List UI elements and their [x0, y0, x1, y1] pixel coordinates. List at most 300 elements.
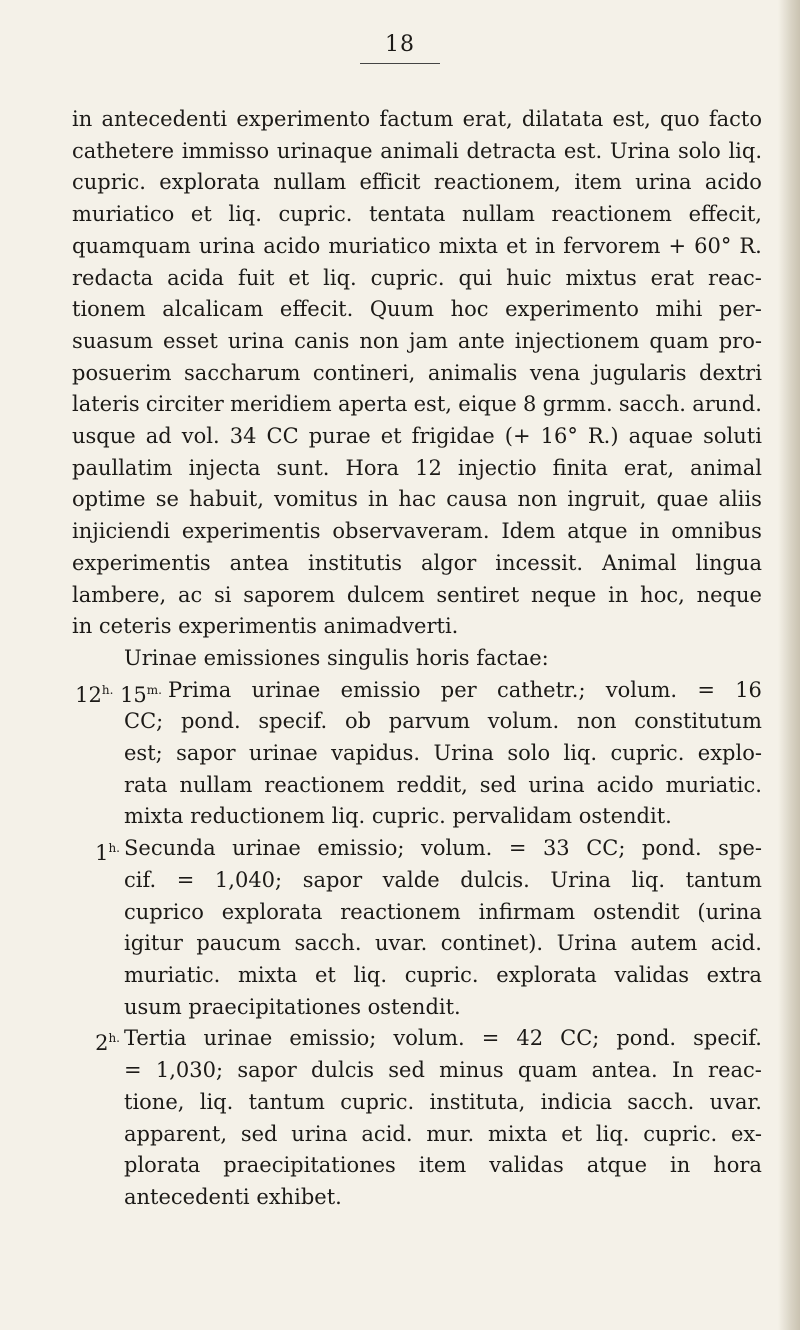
word: acid.	[710, 931, 762, 956]
word: quamquam	[72, 233, 191, 258]
word: reactionem,	[433, 170, 561, 195]
entry-line	[72, 992, 762, 1024]
time-minutes: 15	[113, 682, 147, 707]
word: liq.	[199, 1089, 234, 1114]
word: igitur	[124, 931, 183, 956]
word: ostendit	[593, 899, 680, 924]
word: animali	[380, 138, 459, 163]
entry-line	[72, 960, 762, 992]
intro-paragraph	[72, 104, 762, 643]
word: quam	[649, 328, 709, 353]
word: sed	[240, 1121, 278, 1146]
word: in	[639, 519, 660, 544]
word: specif.	[258, 709, 328, 734]
word: est.	[563, 138, 603, 163]
word: paucum	[196, 931, 282, 956]
word: dilatata	[521, 107, 604, 131]
word: facto	[708, 107, 762, 131]
word: pond.	[180, 709, 241, 734]
word: soluti	[703, 424, 762, 449]
word: Urina	[550, 867, 611, 892]
word: vomitus	[273, 487, 358, 512]
word: experimento	[236, 107, 371, 131]
word: explorata	[221, 899, 323, 924]
word: muriatico	[72, 202, 175, 227]
word: cupric.	[643, 1121, 718, 1146]
intro-line	[72, 453, 762, 485]
word: suasum	[72, 328, 154, 353]
word: ac	[177, 582, 203, 607]
word: sed	[479, 772, 517, 797]
word: reac-	[708, 1058, 762, 1083]
word: item	[574, 170, 622, 195]
word: liq.	[595, 1121, 630, 1146]
word: et	[506, 233, 527, 258]
word: CC	[266, 424, 299, 449]
word: Secunda	[124, 836, 216, 861]
word: 34	[229, 424, 257, 449]
word: acida	[167, 265, 225, 290]
word: saporem	[243, 582, 336, 607]
word: tentata	[369, 202, 446, 227]
word: effecit,	[688, 202, 762, 227]
word: fervorem	[563, 233, 661, 258]
word: mixta	[487, 1121, 548, 1146]
word: antea.	[591, 1058, 658, 1083]
entry-line	[72, 1182, 762, 1214]
line-text: in ceteris experimentis animadverti.	[72, 614, 459, 639]
word: hora	[713, 1153, 762, 1178]
word: eique	[458, 392, 517, 417]
word: sacch.	[618, 392, 686, 417]
word: experimento	[505, 297, 639, 322]
word: specif.	[693, 1026, 762, 1051]
word: reactionem	[340, 899, 461, 924]
word: incessit.	[495, 550, 584, 575]
word: dulcem	[346, 582, 425, 607]
word: reactionem	[551, 202, 672, 227]
word: cathetr.;	[496, 677, 586, 702]
line-text: antecedenti exhibet.	[124, 1184, 342, 1209]
word: CC;	[586, 836, 626, 861]
word: hoc	[450, 297, 489, 322]
word: ingruit,	[567, 487, 647, 512]
word: infirmam	[478, 899, 576, 924]
word: algor	[420, 550, 477, 575]
intro-line	[72, 358, 762, 390]
word: valde	[382, 867, 440, 892]
word: acido	[596, 772, 654, 797]
word: constitutum	[634, 709, 762, 734]
time-hours-suffix: h.	[101, 682, 114, 697]
word: =	[481, 1026, 500, 1051]
entry-first-line	[72, 1023, 762, 1055]
word: Hora	[345, 455, 400, 480]
word: muriatico	[328, 233, 431, 258]
word: cupric.	[404, 962, 479, 987]
word: urinae	[251, 677, 321, 702]
word: animal	[690, 455, 762, 480]
word: atque	[586, 1153, 648, 1178]
word: urinaque	[276, 138, 373, 163]
word: et	[380, 424, 402, 449]
word: saccharum	[184, 360, 301, 385]
word: hoc,	[640, 582, 685, 607]
word: ob	[344, 709, 372, 734]
word: finita	[552, 455, 608, 480]
word: quae	[656, 487, 709, 512]
word: antecedenti	[101, 107, 228, 131]
word: posuerim	[72, 360, 172, 385]
page-number: 18	[385, 32, 415, 57]
word: Urina	[609, 138, 671, 163]
word: factum	[379, 107, 454, 131]
word: urina	[227, 328, 285, 353]
page-edge-shadow	[778, 0, 800, 1330]
word: injecta	[188, 455, 261, 480]
word: 12	[415, 455, 442, 480]
word: ad	[145, 424, 172, 449]
time-hours: 12	[75, 682, 102, 707]
word: explorata	[496, 962, 597, 987]
word: aperta	[337, 392, 408, 417]
word: et	[288, 265, 310, 290]
word: purae	[308, 424, 371, 449]
word: volum.	[393, 1026, 465, 1051]
word: urinae	[232, 836, 301, 861]
word: dextri	[699, 360, 762, 385]
word: causa	[446, 487, 508, 512]
word: mixtus	[565, 265, 637, 290]
word: 8	[523, 392, 537, 417]
word: et	[561, 1121, 583, 1146]
word: effecit.	[279, 297, 354, 322]
word: (+	[504, 424, 531, 449]
word: alcalicam	[162, 297, 264, 322]
word: spe-	[718, 836, 762, 861]
word: cupric.	[370, 265, 445, 290]
intro-line	[72, 199, 762, 231]
word: mur.	[426, 1121, 475, 1146]
word: pond.	[616, 1026, 677, 1051]
word: institutis	[307, 550, 403, 575]
word: uvar.	[709, 1089, 762, 1114]
word: explorata	[159, 170, 260, 195]
word: lambere,	[72, 582, 167, 607]
urine-emission-entry	[72, 1023, 762, 1213]
word: volum.	[605, 677, 678, 702]
word: indicia	[540, 1089, 612, 1114]
word: cif.	[124, 867, 157, 892]
word: nullam	[273, 170, 347, 195]
word: =	[124, 1058, 142, 1083]
heading-line	[72, 643, 762, 675]
word: mihi	[655, 297, 703, 322]
word: Tertia	[124, 1026, 187, 1051]
intro-line	[72, 389, 762, 421]
word: In	[671, 1058, 694, 1083]
entry-line	[72, 865, 762, 897]
word: est,	[612, 107, 651, 131]
word: muriatic.	[124, 962, 221, 987]
word: cupric.	[72, 170, 146, 195]
word: uvar.	[374, 931, 428, 956]
word: autem	[630, 931, 698, 956]
word: nullam	[179, 772, 253, 797]
word: cupric.	[340, 1089, 415, 1114]
word: non	[576, 709, 617, 734]
intro-line	[72, 484, 762, 516]
word: Urina	[433, 741, 494, 766]
word: injiciendi	[72, 519, 171, 544]
word: grmm.	[542, 392, 613, 417]
word: esset	[163, 328, 218, 353]
word: minus	[439, 1058, 504, 1083]
word: acido	[263, 233, 321, 258]
word: experimentis	[181, 519, 321, 544]
word: sapor	[237, 1058, 297, 1083]
word: fuit	[237, 265, 275, 290]
word: reac-	[708, 265, 762, 290]
entry-line	[72, 706, 762, 738]
word: sacch.	[627, 1089, 695, 1114]
entry-line	[72, 1087, 762, 1119]
time-hours: 1	[95, 841, 109, 866]
entries-heading: Urinae emissiones singulis horis factae:	[124, 645, 549, 670]
word: urina	[198, 233, 256, 258]
word: sapor	[302, 867, 363, 892]
word: in	[670, 1153, 691, 1178]
word: circiter	[145, 392, 224, 417]
word: tantum	[685, 867, 762, 892]
word: et	[315, 962, 336, 987]
intro-line	[72, 136, 762, 168]
word: quam	[517, 1058, 578, 1083]
word: paullatim	[72, 455, 173, 480]
intro-line	[72, 104, 762, 136]
entry-line	[72, 928, 762, 960]
word: erat,	[623, 455, 675, 480]
intro-line	[72, 580, 762, 612]
entry-line	[72, 1055, 762, 1087]
intro-line	[72, 167, 762, 199]
word: erat,	[462, 107, 513, 131]
word: huic	[506, 265, 552, 290]
time-hours-suffix: h.	[108, 1031, 120, 1046]
intro-line	[72, 611, 762, 643]
word: tione,	[124, 1089, 185, 1114]
word: rata	[124, 772, 168, 797]
word: 33	[542, 836, 570, 861]
word: +	[668, 233, 687, 258]
word: Urina	[556, 931, 618, 956]
word: observaveram.	[332, 519, 490, 544]
word: pro-	[718, 328, 762, 353]
word: hac	[398, 487, 437, 512]
word: pond.	[641, 836, 702, 861]
word: 42	[516, 1026, 544, 1051]
word: non	[359, 328, 400, 353]
word: 60°	[694, 233, 732, 258]
time-label	[75, 675, 162, 712]
word: et	[190, 202, 212, 227]
word: vapidus.	[331, 741, 421, 766]
word: frigidae	[411, 424, 495, 449]
word: cuprico	[124, 899, 204, 924]
word: aquae	[628, 424, 694, 449]
word: animalis	[427, 360, 518, 385]
entries-list	[72, 675, 762, 1214]
word: plorata	[124, 1153, 201, 1178]
word: habuit,	[189, 487, 264, 512]
word: ante	[457, 328, 505, 353]
word: liq.	[728, 138, 762, 163]
word: antea	[229, 550, 290, 575]
word: emissio;	[317, 836, 405, 861]
word: 16	[735, 677, 762, 702]
word: muriatic.	[665, 772, 762, 797]
word: explo-	[697, 741, 762, 766]
urine-emission-entry	[72, 675, 762, 834]
intro-line	[72, 263, 762, 295]
word: parvum	[388, 709, 471, 734]
word: cathetere	[72, 138, 175, 163]
word: extra	[706, 962, 762, 987]
entry-first-line	[72, 833, 762, 865]
line-text: mixta reductionem liq. cupric. pervalidam ostendit.	[124, 804, 672, 829]
word: neque	[696, 582, 762, 607]
word: neque	[531, 582, 597, 607]
word: urina	[528, 772, 585, 797]
word: sed	[388, 1058, 425, 1083]
word: per-	[718, 297, 762, 322]
word: liq.	[323, 265, 357, 290]
word: in	[535, 233, 556, 258]
body-text	[72, 104, 762, 1214]
word: CC;	[124, 709, 164, 734]
word: optime	[72, 487, 146, 512]
time-label	[95, 1023, 120, 1060]
word: in	[367, 487, 389, 512]
word: omnibus	[671, 519, 762, 544]
word: liq.	[353, 962, 388, 987]
entry-line	[72, 801, 762, 833]
intro-line	[72, 294, 762, 326]
word: dulcis	[311, 1058, 374, 1083]
word: erat	[650, 265, 695, 290]
intro-line	[72, 326, 762, 358]
intro-line	[72, 548, 762, 580]
word: urinae	[248, 741, 318, 766]
word: contineri,	[312, 360, 416, 385]
word: urina	[291, 1121, 348, 1146]
intro-line	[72, 231, 762, 263]
word: solo	[507, 741, 551, 766]
word: =	[697, 677, 715, 702]
word: redacta	[72, 265, 154, 290]
word: R.	[739, 233, 762, 258]
word: lingua	[695, 550, 762, 575]
word: R.)	[587, 424, 619, 449]
entry-line	[72, 1150, 762, 1182]
word: instituta,	[429, 1089, 526, 1114]
word: experimentis	[72, 550, 211, 575]
word: quo	[660, 107, 700, 131]
time-minutes-suffix: m.	[146, 682, 162, 697]
word: emissio	[340, 677, 421, 702]
word: vena	[529, 360, 581, 385]
word: CC;	[560, 1026, 600, 1051]
word: mixta	[237, 962, 298, 987]
word: Idem	[501, 519, 556, 544]
word: =	[176, 867, 195, 892]
word: injectionem	[514, 328, 640, 353]
entry-line	[72, 770, 762, 802]
word: tantum	[248, 1089, 325, 1114]
word: meridiem	[230, 392, 332, 417]
word: si	[214, 582, 232, 607]
word: qui	[458, 265, 493, 290]
entry-line	[72, 1119, 762, 1151]
word: injectio	[457, 455, 537, 480]
word: urina	[635, 170, 692, 195]
intro-line	[72, 421, 762, 453]
word: 1,040;	[214, 867, 283, 892]
word: reddit,	[396, 772, 468, 797]
word: est,	[413, 392, 452, 417]
word: usque	[72, 424, 136, 449]
time-hours-suffix: h.	[108, 841, 120, 856]
entry-line	[72, 897, 762, 929]
urine-emission-entry	[72, 833, 762, 1023]
word: apparent,	[124, 1121, 228, 1146]
word: non	[517, 487, 558, 512]
word: aliis	[718, 487, 762, 512]
word: cupric.	[610, 741, 685, 766]
word: efficit	[359, 170, 421, 195]
time-label	[95, 833, 120, 870]
word: solo	[677, 138, 721, 163]
entry-first-line	[72, 675, 762, 707]
entry-line	[72, 738, 762, 770]
word: sunt.	[276, 455, 330, 480]
word: =	[508, 836, 527, 861]
word: volum.	[420, 836, 493, 861]
word: Quum	[369, 297, 435, 322]
page-number-rule	[360, 63, 440, 64]
word: mixta	[438, 233, 499, 258]
word: lateris	[72, 392, 140, 417]
word: atque	[567, 519, 628, 544]
word: validas	[489, 1153, 564, 1178]
word: emissio;	[289, 1026, 377, 1051]
word: continet).	[440, 931, 544, 956]
word: in	[608, 582, 629, 607]
word: 1,030;	[155, 1058, 224, 1083]
word: urinae	[203, 1026, 273, 1051]
word: detracta	[466, 138, 557, 163]
word: sacch.	[294, 931, 362, 956]
word: canis	[294, 328, 350, 353]
word: liq.	[631, 867, 666, 892]
word: dulcis.	[460, 867, 530, 892]
word: se	[155, 487, 179, 512]
word: praecipitationes	[223, 1153, 396, 1178]
word: acid.	[361, 1121, 413, 1146]
word: item	[418, 1153, 467, 1178]
word: liq.	[563, 741, 598, 766]
word: validas	[614, 962, 690, 987]
